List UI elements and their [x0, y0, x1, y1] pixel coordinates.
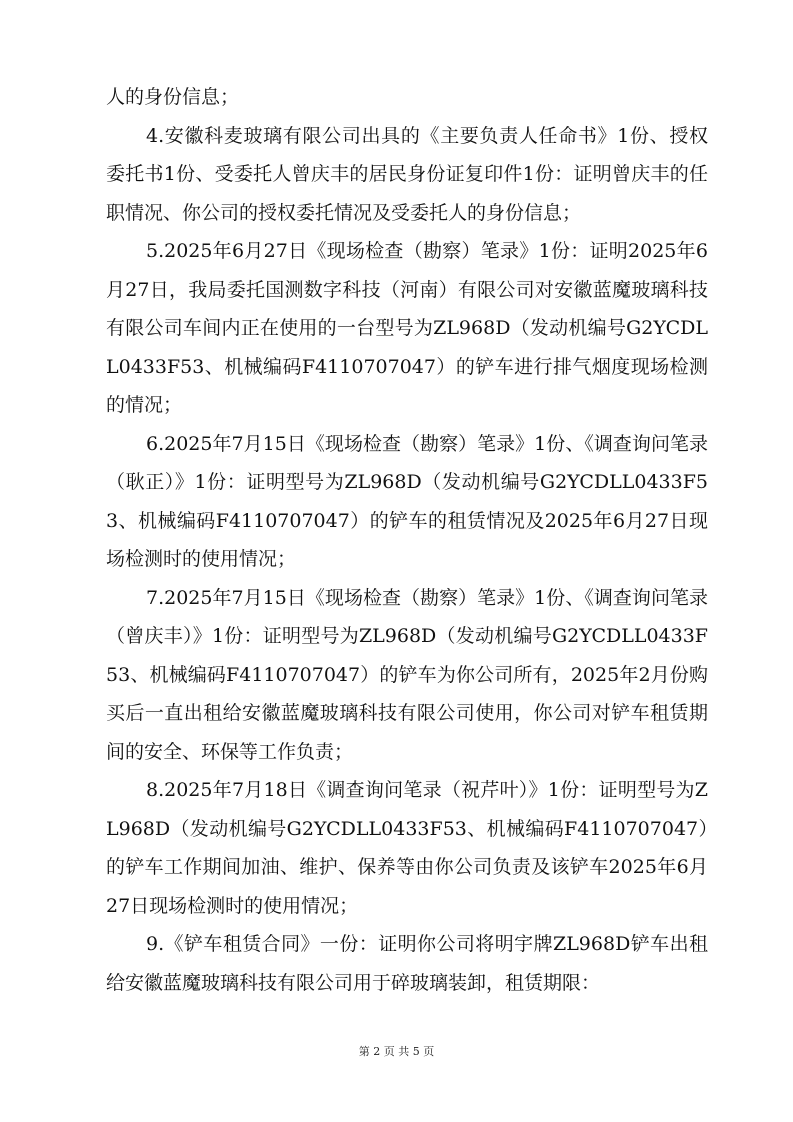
paragraph-item-6: 6.2025年7月15日《现场检查（勘察）笔录》1份、《调查询问笔录（耿正）》1份：证明型号为ZL968D（发动机编号G2YCDLL0433F53、机械编码F4110707047）的铲车的租赁情况及2025年6月27日现场检测时的使用情况； — [106, 432, 708, 570]
paragraph-continuation: 人的身份信息； — [106, 86, 240, 108]
paragraph-item-7: 7.2025年7月15日《现场检查（勘察）笔录》1份、《调查询问笔录（曾庆丰）》1份：证明型号为ZL968D（发动机编号G2YCDLL0433F53、机械编码F4110707047）的铲车为你公司所有，2025年2月份购买后一直出租给安徽蓝魔玻璃科技有限公司使用，你公司对铲车租赁期间的安全、环保等工作负责； — [106, 586, 708, 763]
document-body — [106, 78, 708, 1002]
paragraph-item-4: 4.安徽科麦玻璃有限公司出具的《主要负责人任命书》1份、授权委托书1份、受委托人曾庆丰的居民身份证复印件1份：证明曾庆丰的任职情况、你公司的授权委托情况及受委托人的身份信息； — [106, 124, 708, 224]
paragraph-item-8: 8.2025年7月18日《调查询问笔录（祝芹叶）》1份：证明型号为ZL968D（发动机编号G2YCDLL0433F53、机械编码F4110707047）的铲车工作期间加油、维护、保养等由你公司负责及该铲车2025年6月27日现场检测时的使用情况； — [106, 779, 708, 917]
page-number-footer: 第 2 页 共 5 页 — [358, 1045, 435, 1058]
paragraph-item-5: 5.2025年6月27日《现场检查（勘察）笔录》1份：证明2025年6月27日，我局委托国测数字科技（河南）有限公司对安徽蓝魔玻璃科技有限公司车间内正在使用的一台型号为ZL968D（发动机编号G2YCDLL0433F53、机械编码F4110707047）的铲车进行排气烟度现场检测的情况； — [106, 240, 708, 416]
paragraph-item-9: 9.《铲车租赁合同》一份：证明你公司将明宇牌ZL968D铲车出租给安徽蓝魔玻璃科技有限公司用于碎玻璃装卸，租赁期限： — [106, 933, 708, 994]
